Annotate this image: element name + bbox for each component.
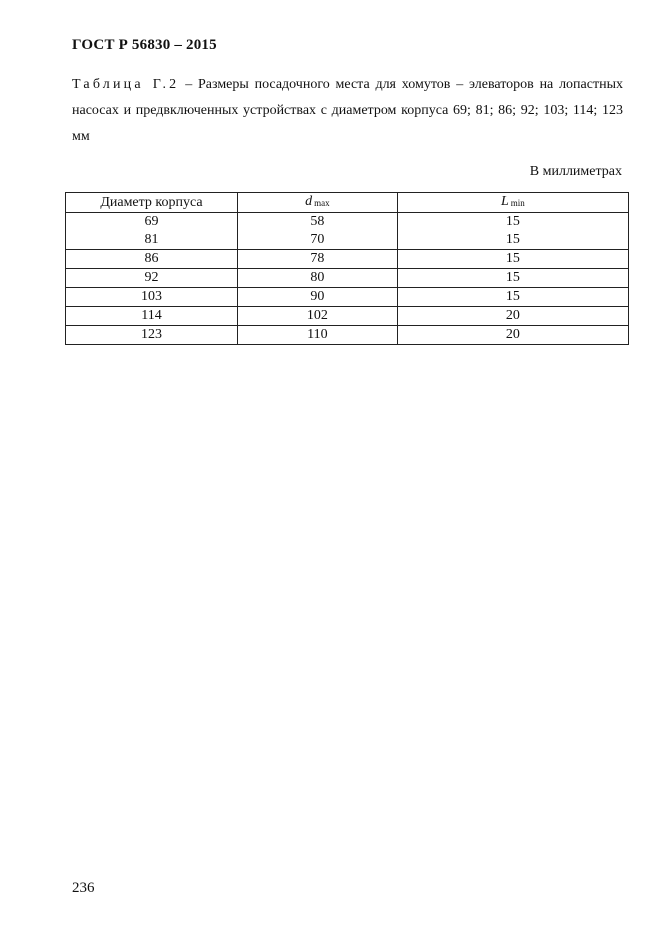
table-row bbox=[66, 288, 629, 307]
cell-l-min: 20 bbox=[397, 326, 628, 345]
caption-dash: – bbox=[185, 77, 193, 92]
header-l-min bbox=[397, 193, 628, 213]
cell-l-min: 15 bbox=[397, 250, 628, 269]
document-header: ГОСТ Р 56830 – 2015 bbox=[72, 37, 217, 53]
cell-d-max: 58 bbox=[237, 213, 397, 232]
cell-d-max: 78 bbox=[237, 250, 397, 269]
table-header-row bbox=[66, 193, 629, 213]
cell-l-min: 15 bbox=[397, 269, 628, 288]
table-row bbox=[66, 213, 629, 232]
table-row bbox=[66, 231, 629, 250]
cell-diameter: 123 bbox=[66, 326, 238, 345]
cell-diameter: 114 bbox=[66, 307, 238, 326]
cell-l-min: 15 bbox=[397, 231, 628, 250]
header-symbol: d bbox=[305, 194, 313, 209]
table-row bbox=[66, 326, 629, 345]
cell-d-max: 70 bbox=[237, 231, 397, 250]
dimensions-table bbox=[65, 192, 629, 345]
cell-l-min: 15 bbox=[397, 288, 628, 307]
cell-d-max: 110 bbox=[237, 326, 397, 345]
table-row bbox=[66, 307, 629, 326]
table-label: Таблица Г.2 bbox=[72, 77, 180, 92]
cell-diameter: 92 bbox=[66, 269, 238, 288]
caption-text: Размеры посадочного места для хомутов – элеваторов на лопастных насосах и предвключенных устройствах с диаметром корпуса 69; 81; 86; 92; 103; 114; 123 мм bbox=[72, 77, 623, 144]
cell-d-max: 102 bbox=[237, 307, 397, 326]
cell-diameter: 69 bbox=[66, 213, 238, 232]
header-subscript: max bbox=[314, 198, 330, 208]
header-d-max bbox=[237, 193, 397, 213]
cell-diameter: 86 bbox=[66, 250, 238, 269]
cell-l-min: 20 bbox=[397, 307, 628, 326]
cell-d-max: 80 bbox=[237, 269, 397, 288]
units-note: В миллиметрах bbox=[529, 164, 622, 179]
cell-diameter: 103 bbox=[66, 288, 238, 307]
table-caption bbox=[72, 72, 623, 150]
table-row bbox=[66, 269, 629, 288]
cell-d-max: 90 bbox=[237, 288, 397, 307]
header-body-diameter bbox=[66, 193, 238, 213]
page-number: 236 bbox=[72, 880, 95, 896]
header-symbol: L bbox=[500, 194, 509, 209]
header-label: Диаметр корпуса bbox=[100, 194, 203, 210]
header-subscript: min bbox=[510, 198, 525, 208]
cell-diameter: 81 bbox=[66, 231, 238, 250]
table-row bbox=[66, 250, 629, 269]
cell-l-min: 15 bbox=[397, 213, 628, 232]
